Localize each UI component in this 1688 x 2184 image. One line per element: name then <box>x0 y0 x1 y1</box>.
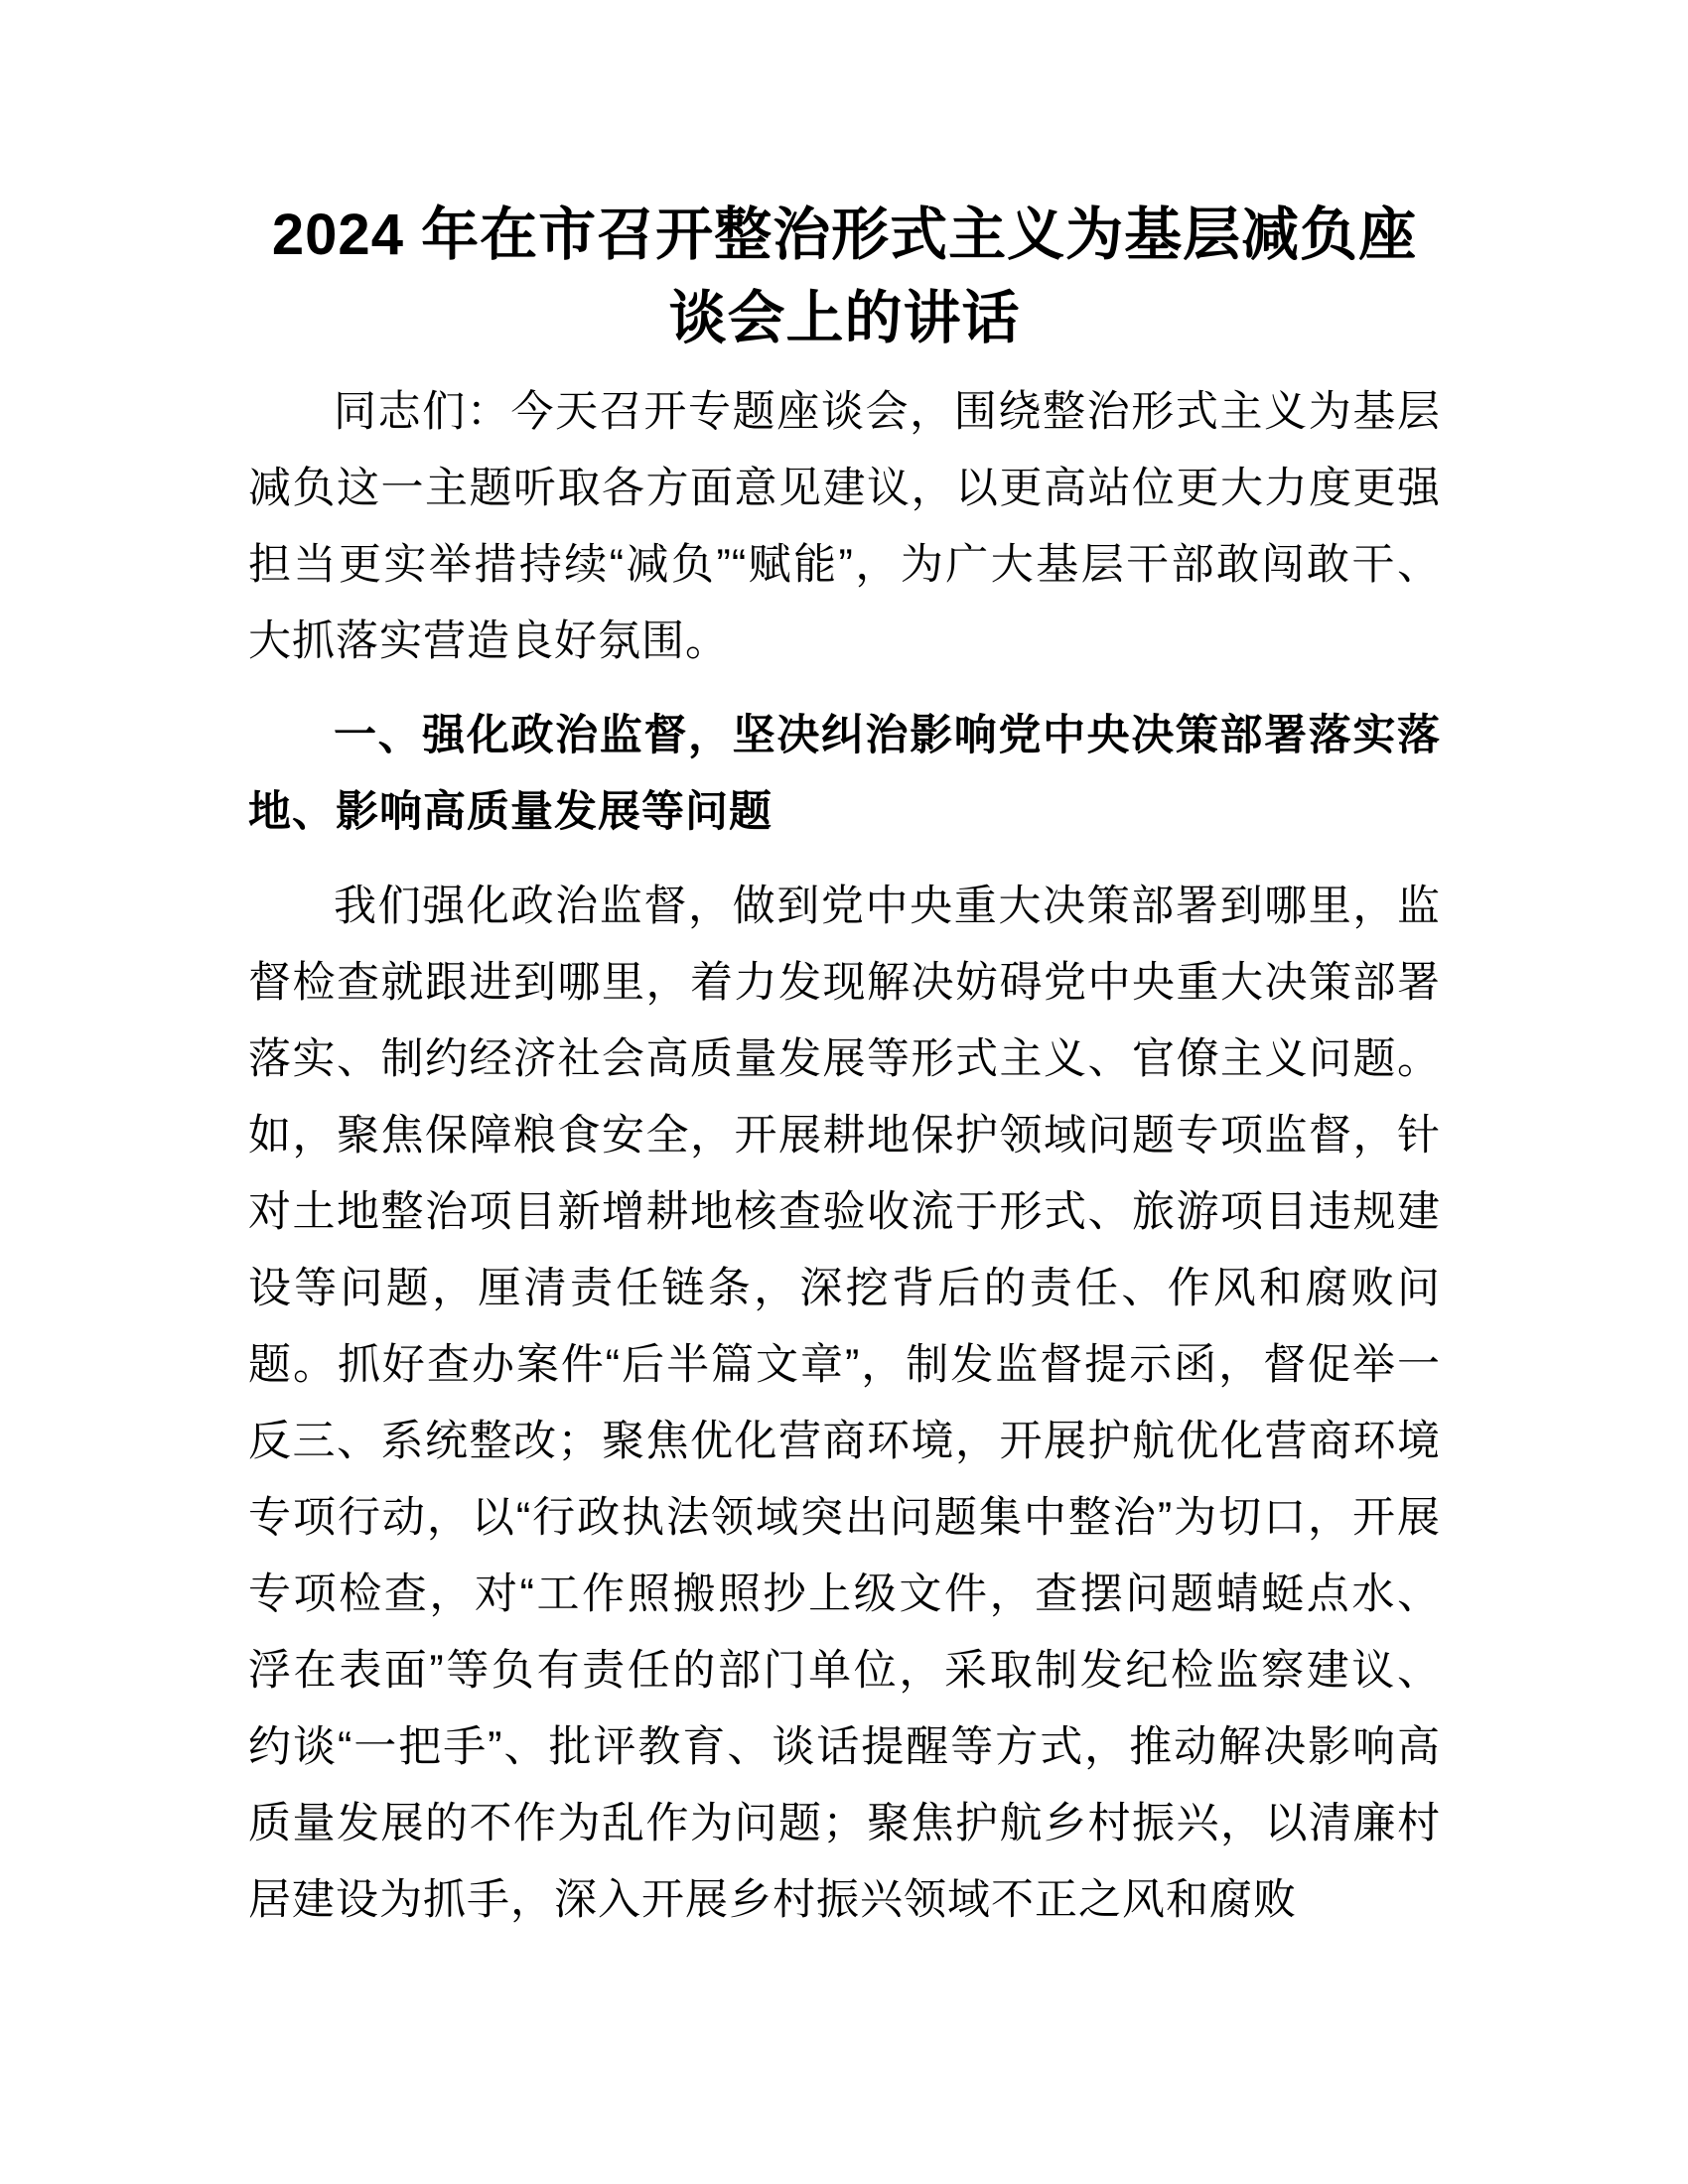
body-paragraph: 我们强化政治监督，做到党中央重大决策部署到哪里，监督检查就跟进到哪里，着力发现解决妨碍党中央重大决策部署落实、制约经济社会高质量发展等形式主义、官僚主义问题。如，聚焦保障粮食安全，开展耕地保护领域问题专项监督，针对土地整治项目新增耕地核查验收流于形式、旅游项目违规建设等问题，厘清责任链条，深挖背后的责任、作风和腐败问题。抓好查办案件“后半篇文章”，制发监督提示函，督促举一反三、系统整改；聚焦优化营商环境，开展护航优化营商环境专项行动，以“行政执法领域突出问题集中整治”为切口，开展专项检查，对“工作照搬照抄上级文件，查摆问题蜻蜓点水、浮在表面”等负有责任的部门单位，采取制发纪检监察建议、约谈“一把手”、批评教育、谈话提醒等方式，推动解决影响高质量发展的不作为乱作为问题；聚焦护航乡村振兴，以清廉村居建设为抓手，深入开展乡村振兴领域不正之风和腐败 <box>248 883 1441 1924</box>
intro-paragraph: 同志们：今天召开专题座谈会，围绕整治形式主义为基层减负这一主题听取各方面意见建议，以更高站位更大力度更强担当更实举措持续“减负”“赋能”，为广大基层干部敢闯敢干、大抓落实营造良好氛围。 <box>248 388 1441 665</box>
section-heading: 一、强化政治监督，坚决纠治影响党中央决策部署落实落地、影响高质量发展等问题 <box>248 712 1441 836</box>
document-title: 2024 年在市召开整治形式主义为基层减负座谈会上的讲话 <box>271 203 1418 350</box>
